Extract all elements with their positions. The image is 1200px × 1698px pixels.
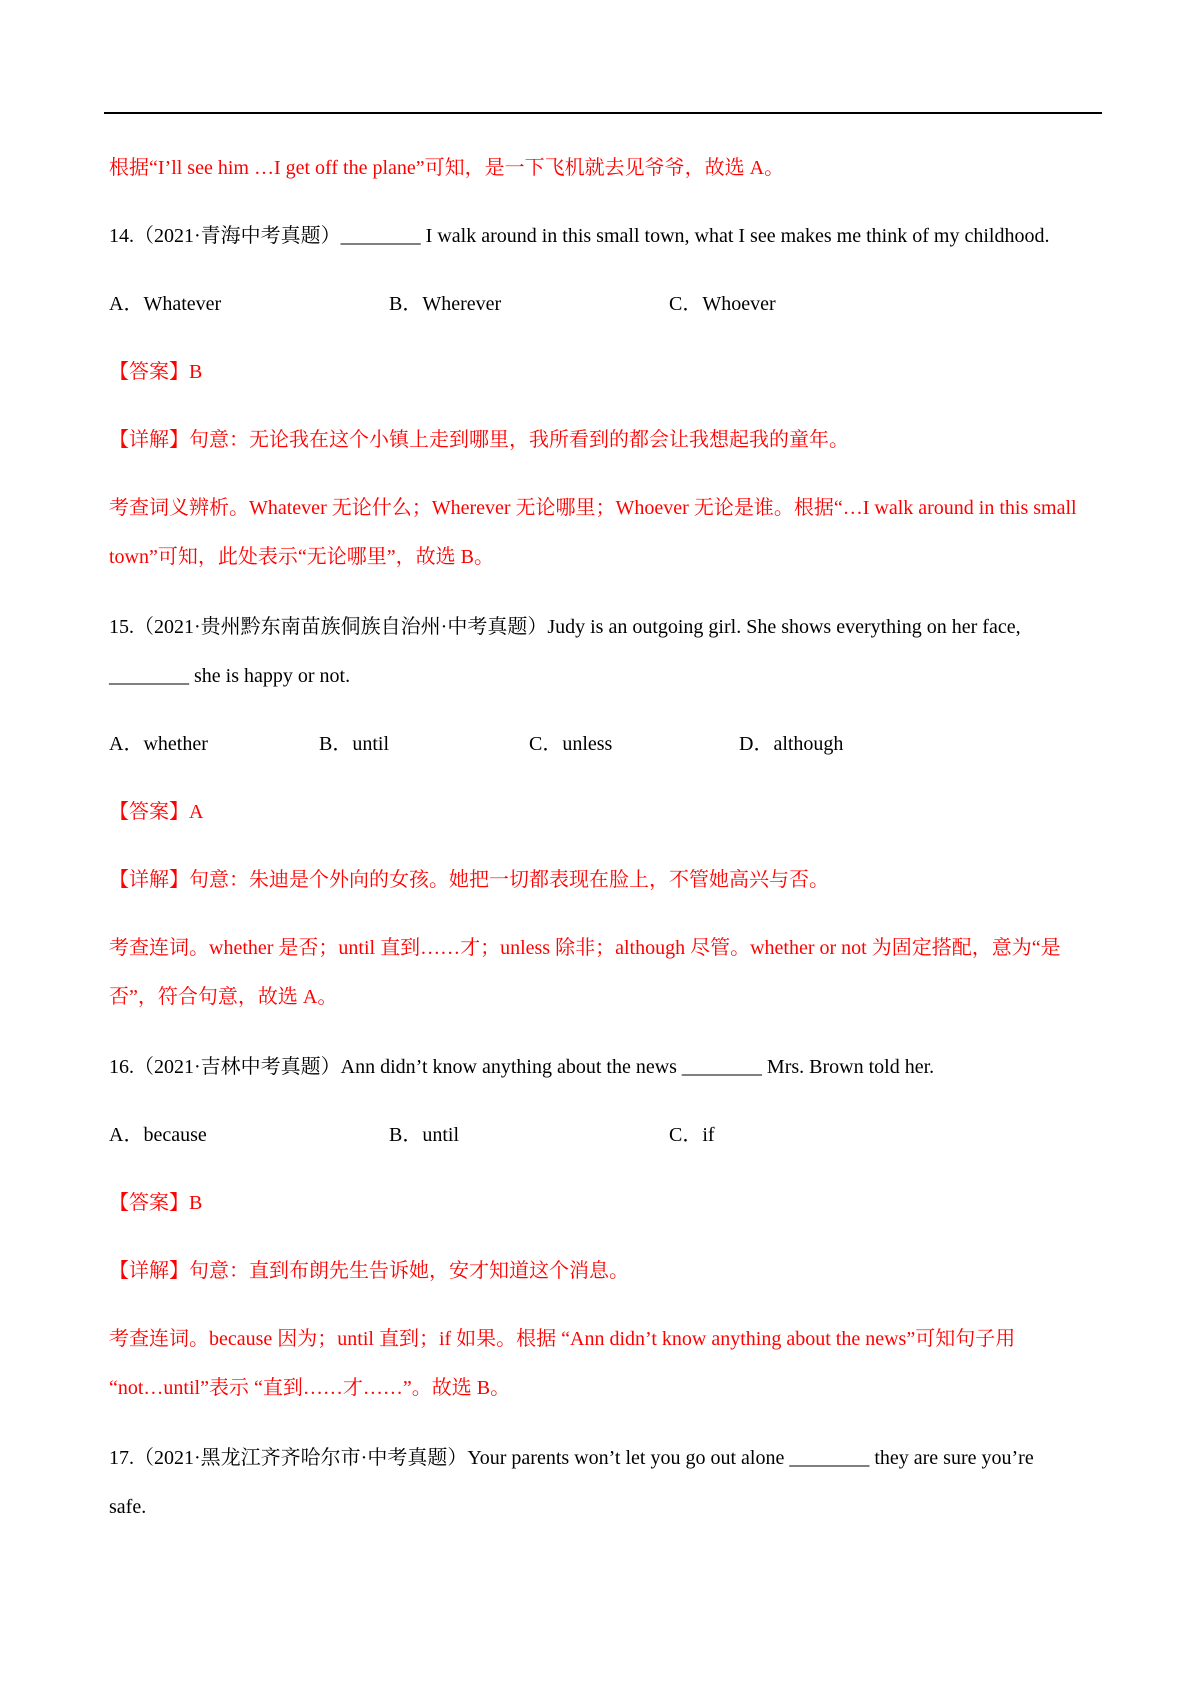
question-14-analysis-line-2: town”可知，此处表示“无论哪里”，故选 B。: [109, 546, 494, 568]
option-b[interactable]: B．Wherever: [389, 293, 502, 315]
question-15-analysis-line-2: 否”，符合句意，故选 A。: [109, 986, 338, 1008]
question-14-stem: 14.（2021·青海中考真题）________ I walk around in this small town, what I see makes me think of my childhood.: [109, 225, 1050, 247]
question-16-stem: 16.（2021·吉林中考真题）Ann didn’t know anything about the news ________ Mrs. Brown told her.: [109, 1056, 935, 1078]
question-15-detail: 【详解】句意：朱迪是个外向的女孩。她把一切都表现在脸上，不管她高兴与否。: [109, 869, 829, 891]
question-14-detail: 【详解】句意：无论我在这个小镇上走到哪里，我所看到的都会让我想起我的童年。: [109, 429, 849, 451]
option-d[interactable]: D．although: [739, 733, 844, 755]
question-16-analysis-line-2: “not…until”表示 “直到……才……”。故选 B。: [109, 1377, 511, 1399]
option-a[interactable]: A．whether: [109, 733, 208, 755]
question-15-stem-line-2: ________ she is happy or not.: [109, 665, 351, 687]
header-rule: [104, 112, 1102, 114]
option-a[interactable]: A．because: [109, 1124, 207, 1146]
question-14-answer: 【答案】B: [109, 361, 203, 383]
option-c[interactable]: C．unless: [529, 733, 613, 755]
option-b[interactable]: B．until: [389, 1124, 460, 1146]
question-17-stem-line-2: safe.: [109, 1496, 147, 1518]
question-15-answer: 【答案】A: [109, 801, 204, 823]
intro-explanation: 根据“I’ll see him …I get off the plane”可知，是一下飞机就去见爷爷，故选 A。: [109, 157, 785, 179]
option-c[interactable]: C．if: [669, 1124, 715, 1146]
question-15-stem-line-1: 15.（2021·贵州黔东南苗族侗族自治州·中考真题）Judy is an outgoing girl. She shows everything on her face,: [109, 616, 1021, 638]
option-a[interactable]: A．Whatever: [109, 293, 222, 315]
question-15-analysis-line-1: 考查连词。whether 是否；until 直到……才；unless 除非；although 尽管。whether or not 为固定搭配，意为“是: [109, 937, 1061, 959]
option-b[interactable]: B．until: [319, 733, 390, 755]
question-16-analysis-line-1: 考查连词。because 因为；until 直到；if 如果。根据 “Ann didn’t know anything about the news”可知句子用: [109, 1328, 1016, 1350]
question-16-answer: 【答案】B: [109, 1192, 203, 1214]
question-14-analysis-line-1: 考查词义辨析。Whatever 无论什么；Wherever 无论哪里；Whoever 无论是谁。根据“…I walk around in this small: [109, 497, 1077, 519]
question-17-stem-line-1: 17.（2021·黑龙江齐齐哈尔市·中考真题）Your parents won’t let you go out alone ________ they are sure you’re: [109, 1447, 1034, 1469]
option-c[interactable]: C．Whoever: [669, 293, 776, 315]
question-16-detail: 【详解】句意：直到布朗先生告诉她，安才知道这个消息。: [109, 1260, 629, 1282]
